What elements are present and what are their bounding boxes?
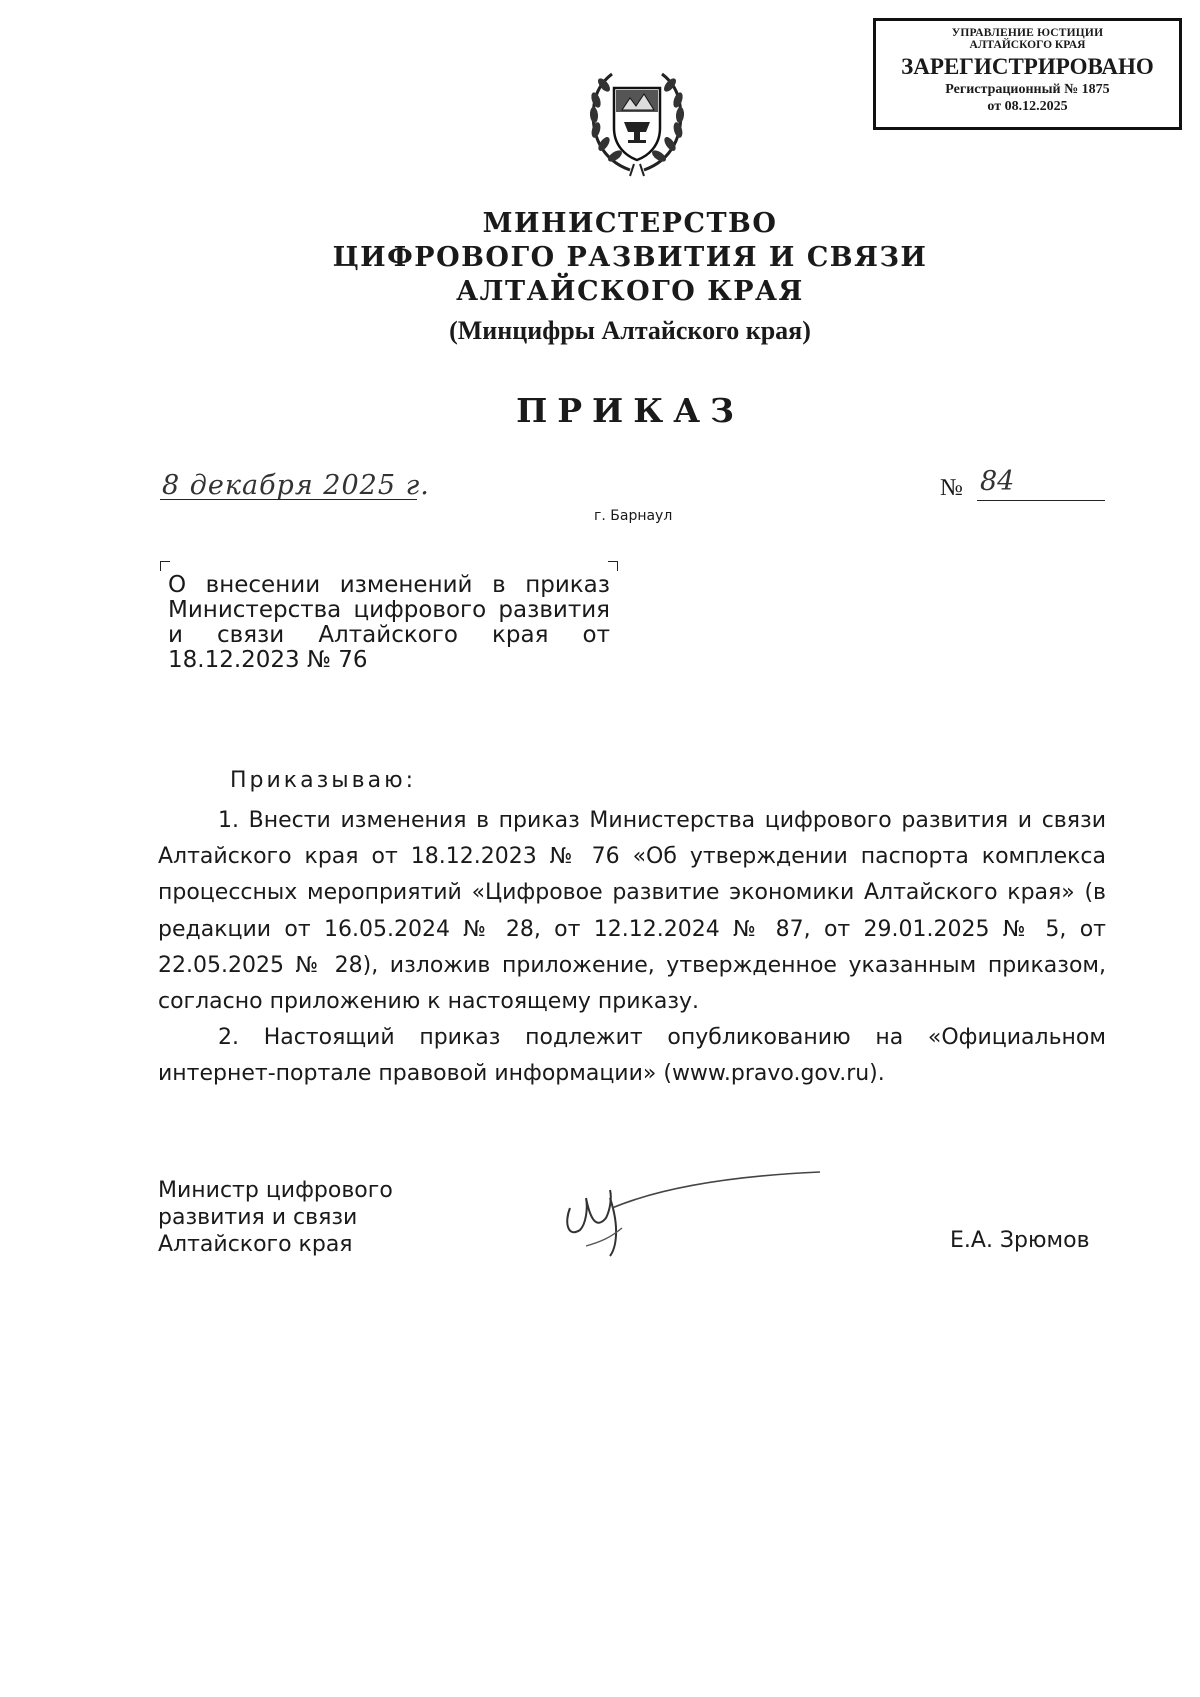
order-body (158, 803, 1106, 1093)
signatory-title-line: развития и связи (158, 1205, 358, 1230)
city-label: г. Барнаул (594, 508, 673, 524)
signatory-title-line: Алтайского края (158, 1232, 353, 1257)
subject-line: Министерства цифрового развития (168, 597, 610, 623)
stamp-authority-line1: УПРАВЛЕНИЕ ЮСТИЦИИ (951, 27, 1104, 39)
stamp-status: ЗАРЕГИСТРИРОВАНО (901, 54, 1154, 79)
stamp-reg-date: от 08.12.2025 (987, 99, 1068, 114)
signatory-name: Е.А. Зрюмов (950, 1228, 1090, 1253)
signatory-title-line: Министр цифрового (158, 1178, 393, 1203)
ministry-name-line3: АЛТАЙСКОГО КРАЯ (456, 276, 804, 307)
handwritten-date: 8 декабря 2025 г. (162, 470, 430, 501)
stamp-authority-line2: АЛТАЙСКОГО КРАЯ (969, 39, 1086, 51)
document-subject (168, 573, 610, 673)
handwritten-signature (550, 1168, 830, 1258)
document-type-title: ПРИКАЗ (516, 391, 744, 430)
number-underline (977, 500, 1105, 501)
order-paragraph-1: 1. Внести изменения в приказ Министерства цифрового развития и связи Алтайского края от 18.12.2023 № 76 «Об утверждении паспорта комплекса процессных мероприятий «Цифровое развитие экономики Алтайского края» (в редакции от 16.05.2024 № 28, от 12.12.2024 № 87, от 29.01.2025 № 5, от 22.05.2025 № 28), изложив приложение, утвержденное указанным приказом, согласно приложению к настоящему приказу. (158, 808, 1106, 1015)
subject-line: О внесении изменений в приказ (168, 572, 610, 598)
signatory-title (158, 1177, 458, 1258)
ministry-name-line1: МИНИСТЕРСТВО (482, 208, 778, 239)
subject-line: и связи Алтайского края от (168, 622, 610, 648)
order-word: Приказываю: (230, 768, 417, 793)
handwritten-number: 84 (980, 466, 1015, 497)
subject-line: 18.12.2023 № 76 (168, 647, 368, 673)
order-paragraph-2: 2. Настоящий приказ подлежит опубликованию на «Официальном интернет-портале правовой информации» (www.pravo.gov.ru). (158, 1025, 1106, 1087)
ministry-short-name: (Минцифры Алтайского края) (449, 316, 811, 345)
date-underline (160, 499, 417, 500)
subject-corner-right (608, 561, 618, 571)
subject-corner-left (160, 561, 170, 571)
stamp-reg-number: Регистрационный № 1875 (945, 82, 1110, 97)
registration-stamp (873, 18, 1182, 130)
ministry-name-line2: ЦИФРОВОГО РАЗВИТИЯ И СВЯЗИ (332, 242, 928, 273)
number-label: № (940, 475, 963, 501)
coat-of-arms-emblem (582, 60, 692, 180)
